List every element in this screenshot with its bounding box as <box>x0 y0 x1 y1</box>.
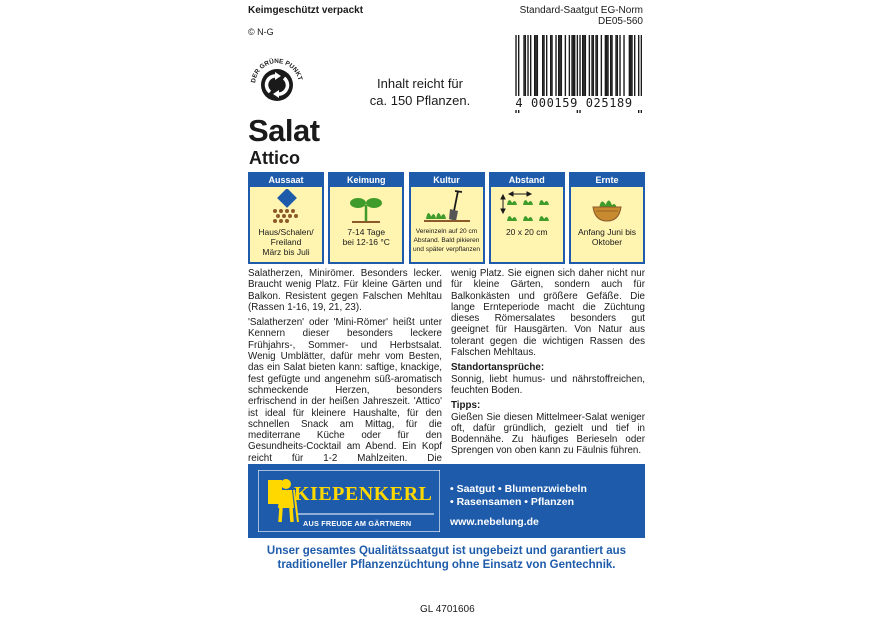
logo-text: DER GRÜNE PUNKT <box>250 57 304 84</box>
barcode-bar <box>546 35 547 97</box>
barcode-bar <box>551 35 552 97</box>
barcode-bar <box>550 35 551 97</box>
barcode-bar <box>595 35 596 97</box>
tips-heading: Tipps: <box>451 400 481 412</box>
cultivation-info-boxes <box>248 172 645 264</box>
barcode-bar <box>619 35 620 97</box>
barcode-bar <box>634 35 635 97</box>
barcode-bar <box>574 35 575 97</box>
content-amount-note <box>360 75 480 109</box>
website-link[interactable]: www.nebelung.de <box>450 516 539 528</box>
certificate-line: DE05-560 <box>597 16 643 27</box>
barcode-bar <box>537 35 538 97</box>
info-box-line: März bis Juli <box>262 247 310 257</box>
brand-slogan: AUS FREUDE AM GÄRTNERN <box>303 519 412 528</box>
barcode-bar <box>573 35 574 97</box>
info-box-keimung <box>328 172 404 264</box>
description-column-left <box>248 268 442 491</box>
info-box-line: Vereinzeln auf 20 cm <box>415 228 478 235</box>
info-box-title: Ernte <box>571 174 643 187</box>
product-variety: Attico <box>249 148 300 168</box>
description-paragraph: 'Salatherzen' oder 'Mini-Römer' heißt unter Kennern dieser besonders leckere Frühjahrs-, Sommer- und Herbstsalat. Wenig Umblätter, dafür mehr vom Besten, das ein Salat bieten kann: saftige, knackige, fest gefügte und angenehm süß-aromatisch schmeckende Herzen, besonders erfrischend in der heißen Jahreszeit. 'Attico' ist ideal für kleinere Haushalte, für den schnellen Snack am Mittag, für die mediterrane Küche oder für den Gesundheits-Cocktail am Abend. Ein Kopf reicht für 1-2 Mahlzeiten. Die <box>248 317 442 464</box>
guarantee-line-1: Unser gesamtes Qualitätssaatgut ist ungebeizt und garantiert aus <box>266 545 627 557</box>
barcode-bar <box>535 35 536 97</box>
barcode-bar <box>525 35 526 97</box>
barcode-bar <box>527 35 528 97</box>
info-box-aussaat <box>248 172 324 264</box>
quality-guarantee <box>248 544 645 572</box>
sprout-icon <box>346 189 386 225</box>
barcode-bar <box>629 35 630 97</box>
barcode-bar <box>589 35 590 97</box>
info-box-line: 20 x 20 cm <box>505 227 548 237</box>
barcode-bar <box>591 35 592 97</box>
info-box-kultur <box>409 172 485 264</box>
location-heading: Standortansprüche: <box>451 362 545 374</box>
barcode-bar <box>605 35 606 97</box>
guarantee-line-2: traditioneller Pflanzenzüchtung ohne Einsatz von Gentechnik. <box>277 559 616 571</box>
barcode-bar <box>523 35 524 97</box>
info-box-line: 7-14 Tage <box>347 227 386 237</box>
barcode-bar <box>571 35 572 97</box>
info-box-title: Keimung <box>330 174 402 187</box>
content-note-line-2: ca. 150 Pflanzen. <box>369 93 471 108</box>
info-box-line: Haus/Schalen/ <box>258 227 314 237</box>
barcode-bar <box>606 35 607 97</box>
copyright-note: © N-G <box>248 27 274 37</box>
header-standard-note <box>505 5 643 27</box>
barcode-bar <box>543 35 544 97</box>
product-range-line: • Rasensamen • Pflanzen <box>450 496 575 509</box>
harvest-bowl-icon <box>587 189 627 225</box>
continuation-paragraph: wenig Platz. Sie eignen sich daher nicht nur für kleine Gärten, sondern auch für Balkonkästen und größere Gefäße. Die lange Ernteperiode macht die Züchtung dieses Römersalates besonders gut geeignet für Hausgärten. Von Natur aus tolerant gegen die wichtigen Rassen des Falschen Mehltaus. <box>451 268 645 359</box>
brand-name: KIEPENKERL <box>294 483 433 505</box>
barcode-bar <box>597 35 598 97</box>
article-code: GL 4701606 <box>420 604 475 615</box>
barcode-bar <box>611 35 612 97</box>
info-box-title: Abstand <box>491 174 563 187</box>
barcode-bar <box>631 35 632 97</box>
barcode-bar <box>555 35 556 97</box>
barcode-bar <box>558 35 559 97</box>
barcode-bar <box>615 35 616 97</box>
barcode-bar <box>542 35 543 97</box>
barcode-bar <box>534 35 535 97</box>
barcode-bar <box>559 35 560 97</box>
barcode-bar <box>610 35 611 97</box>
barcode-bar <box>630 35 631 97</box>
spade-plants-icon <box>422 189 472 225</box>
barcode-bar <box>585 35 586 97</box>
info-box-line: Anfang Juni bis <box>577 227 637 237</box>
info-box-line: und später verpflanzen <box>412 246 481 253</box>
barcode-bar <box>530 35 531 97</box>
content-note-line-1: Inhalt reicht für <box>377 76 463 91</box>
info-box-line: bei 12-16 °C <box>342 237 390 247</box>
ean-number: 4 000159 025189 <box>503 96 645 110</box>
info-box-line: Freiland <box>270 237 302 247</box>
tips-paragraph: Gießen Sie diesen Mittelmeer-Salat weniger oft, dafür gründlich, gezielt und tief in Bodennähe. Zu häufiges Berieseln oder Sprengen von oben kann zu Fäulnis führen. <box>451 411 645 457</box>
barcode-bar <box>623 35 624 97</box>
barcode-bar <box>617 35 618 97</box>
product-range-line: • Saatgut • Blumenzwiebeln <box>450 483 587 495</box>
barcode-bar <box>565 35 566 97</box>
barcode-bar <box>561 35 562 97</box>
barcode-bar <box>582 35 583 97</box>
info-box-abstand <box>489 172 565 264</box>
product-name: Salat <box>248 113 320 148</box>
barcode-bar <box>593 35 594 97</box>
info-box-title: Kultur <box>411 174 483 187</box>
barcode-bar <box>607 35 608 97</box>
header-packaging-note: Keimgeschützt verpackt <box>248 5 364 16</box>
gruener-punkt-logo <box>246 52 308 114</box>
intro-paragraph: Salatherzen, Minirömer. Besonders lecker. Braucht wenig Platz. Für kleine Gärten und Balkon. Resistent gegen Falschen Mehltau (Rassen 1-16, 19, 21, 23). <box>248 268 442 313</box>
barcode-bar <box>569 35 570 97</box>
location-paragraph: Sonnig, liebt humus- und nährstoffreichen, feuchten Boden. <box>451 373 645 396</box>
info-box-line: Oktober <box>591 237 623 247</box>
info-box-title: Aussaat <box>250 174 322 187</box>
info-box-ernte <box>569 172 645 264</box>
standard-line: Standard-Saatgut EG-Norm <box>519 5 643 16</box>
barcode-bar <box>583 35 584 97</box>
product-range-list <box>450 483 587 510</box>
info-box-line: Abstand. Bald pikieren <box>413 237 480 244</box>
spacing-plants-icon <box>497 189 557 225</box>
barcode-bar <box>601 35 602 97</box>
seed-packet-icon <box>266 189 306 225</box>
description-column-right <box>451 268 645 461</box>
